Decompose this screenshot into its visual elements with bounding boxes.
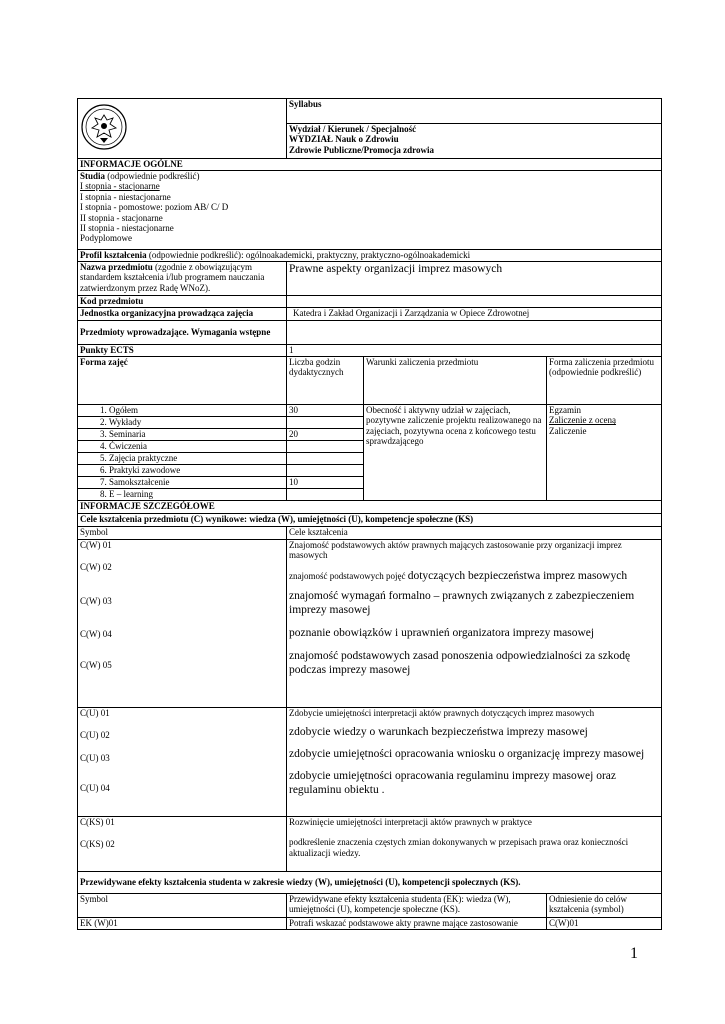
credit-forms: [547, 405, 662, 501]
unit-value: Katedra i Zakład Organizacji i Zarządzania w Opiece Zdrowotnej: [287, 308, 662, 321]
code-label: Kod przedmiotu: [78, 296, 287, 308]
unit-label: Jednostka organizacyjna prowadząca zajęcia: [78, 308, 287, 321]
study-option: I stopnia - pomostowe: poziom AB/ C/ D: [80, 202, 229, 213]
goal-text: zdobycie umiejętności opracowania wniosku o organizację imprezy masowej: [289, 748, 645, 761]
goal-text: poznanie obowiązków i uprawnień organizatora imprezy masowej: [289, 626, 595, 639]
ks-symbols: [78, 817, 287, 872]
form-row-hours: [287, 465, 364, 477]
conditions-header: Warunki zaliczenia przedmiotu: [364, 357, 547, 405]
general-heading: INFORMACJE OGÓLNE: [78, 159, 662, 171]
detailed-heading: INFORMACJE SZCZEGÓŁOWE: [78, 501, 662, 514]
goal-text: dotyczących bezpieczeństwa imprez masowych: [407, 569, 628, 582]
profile-values: : ogólnoakademicki, praktyczny, praktyczno-ogólnoakademicki: [241, 250, 471, 260]
study-option: Podyplomowe: [80, 233, 133, 244]
outcome-symbol: EK (W)01: [78, 918, 287, 930]
credit-form: Zaliczenie z oceną: [549, 415, 616, 426]
goal-symbol: C(U) 03: [80, 752, 110, 763]
goal-symbol: C(U) 01: [80, 708, 110, 718]
goal-text: Rozwinięcie umiejętności interpretacji aktów prawnych w praktyce: [289, 817, 532, 827]
form-row-label: 6. Praktyki zawodowe: [78, 465, 287, 477]
u-symbols: [78, 708, 287, 817]
goals-heading: Cele kształcenia przedmiotu (C) wynikowe: wiedza (W), umiejętności (U), kompetencje społeczne (KS): [78, 514, 662, 527]
subject-value: Prawne aspekty organizacji imprez masowych: [287, 262, 662, 296]
w-symbols: [78, 540, 287, 708]
u-goals: [287, 708, 662, 817]
credit-header: Forma zaliczenia przedmiotu (odpowiednie podkreślić): [547, 357, 662, 405]
logo-cell: [78, 99, 287, 159]
form-row-label: 2. Wykłady: [78, 417, 287, 429]
study-option: II stopnia - stacjonarne: [80, 212, 163, 223]
form-row-label: 3. Seminaria: [78, 429, 287, 441]
goal-text: zdobycie umiejętności opracowania regulaminu imprezy masowej oraz regulaminu obiektu .: [289, 770, 616, 797]
outcomes-desc-header: Przewidywane efekty kształcenia studenta (EK): wiedza (W), umiejętności (U), kompetencje społeczne (KS).: [287, 894, 547, 918]
goal-symbol: C(U) 04: [80, 783, 110, 794]
code-value: [287, 296, 662, 308]
form-row-label: 1. Ogółem: [78, 405, 287, 417]
prereq-label: Przedmioty wprowadzające. Wymagania wstępne: [78, 321, 287, 345]
form-row-hours: 30: [287, 405, 364, 417]
profile-cell: [78, 250, 662, 262]
goal-text: podkreślenie znaczenia częstych zmian dokonywanych w przepisach prawa oraz konieczności aktualizacji wiedzy.: [289, 837, 629, 858]
outcome-ref: C(W)01: [547, 918, 662, 930]
goal-symbol: C(W) 05: [80, 659, 112, 670]
page-number: 1: [630, 945, 638, 962]
study-option: I stopnia - stacjonarne: [80, 181, 160, 192]
w-goals: [287, 540, 662, 708]
header-title: Syllabus: [287, 99, 662, 124]
faculty-label: Wydział / Kierunek / Specjalność: [289, 124, 417, 134]
form-row-hours: 10: [287, 477, 364, 489]
outcome-desc: Potrafi wskazać podstawowe akty prawne mające zastosowanie: [287, 918, 547, 930]
goal-symbol: C(U) 02: [80, 730, 110, 741]
ects-label: Punkty ECTS: [78, 345, 287, 357]
goal-symbol: C(W) 02: [80, 562, 112, 573]
form-row-label: 5. Zajęcia praktyczne: [78, 453, 287, 465]
study-option: I stopnia - niestacjonarne: [80, 191, 171, 202]
credit-form: Egzamin: [549, 405, 581, 415]
goal-text: znajomość wymagań formalno – prawnych związanych z zabezpieczeniem imprezy masowej: [289, 589, 635, 616]
ects-value: 1: [287, 345, 662, 357]
form-row-hours: [287, 441, 364, 453]
syllabus-table: [77, 98, 662, 930]
faculty-name: WYDZIAŁ Nauk o Zdrowiu: [289, 134, 399, 145]
form-row-hours: [287, 417, 364, 429]
study-cell: [78, 171, 662, 250]
forms-label: Forma zajęć: [78, 357, 287, 405]
hours-header: Liczba godzin dydaktycznych: [287, 357, 364, 405]
goal-symbol: C(W) 03: [80, 595, 112, 606]
study-option: II stopnia - niestacjonarne: [80, 223, 174, 234]
goal-symbol: C(W) 04: [80, 629, 112, 640]
study-label: Studia: [80, 171, 106, 181]
outcomes-symbol-header: Symbol: [78, 894, 287, 918]
form-row-hours: [287, 489, 364, 501]
form-row-label: 7. Samokształcenie: [78, 477, 287, 489]
form-row-label: 4. Ćwiczenia: [78, 441, 287, 453]
goal-text: znajomość podstawowych pojęć: [289, 570, 408, 581]
conditions-value: Obecność i aktywny udział w zajęciach, pozytywne zaliczenie projektu realizowanego na zajęciach, pozytywna ocena z końcowego testu sprawdzającego: [364, 405, 547, 501]
goal-text: znajomość podstawowych zasad ponoszenia odpowiedzialności za szkodę podczas imprezy masowej: [289, 649, 631, 676]
prereq-value: [287, 321, 662, 345]
outcomes-heading: Przewidywane efekty kształcenia studenta w zakresie wiedzy (W), umiejętności (U), kompetencji społecznych (KS).: [78, 872, 662, 894]
university-seal-icon: [80, 102, 146, 152]
outcomes-ref-header: Odniesienie do celów kształcenia (symbol): [547, 894, 662, 918]
form-row-hours: 20: [287, 429, 364, 441]
profile-note: (odpowiednie podkreślić): [146, 250, 242, 260]
ks-goals: [287, 817, 662, 872]
credit-form: Zaliczenie: [549, 425, 587, 436]
form-row-label: 8. E – learning: [78, 489, 287, 501]
goal-symbol: C(KS) 02: [80, 839, 115, 850]
study-note: (odpowiednie podkreślić): [105, 171, 200, 181]
subject-label: Nazwa przedmiotu: [80, 262, 153, 272]
goal-text: Znajomość podstawowych aktów prawnych mających zastosowanie przy organizacji imprez masowych: [289, 540, 622, 561]
form-row-hours: [287, 453, 364, 465]
subject-note: (zgodnie z obowiązującym standardem kształcenia i/lub programem nauczania zatwierdzonym przez Radę WNoZ).: [80, 262, 265, 293]
symbol-header: Symbol: [78, 527, 287, 540]
header-faculty: [287, 124, 662, 159]
goals-header: Cele kształcenia: [287, 527, 662, 540]
subject-label-cell: [78, 262, 287, 296]
goal-symbol: C(W) 01: [80, 540, 112, 550]
goal-text: Zdobycie umiejętności interpretacji aktów prawnych dotyczących imprez masowych: [289, 708, 595, 718]
direction-name: Zdrowie Publiczne/Promocja zdrowia: [289, 144, 434, 155]
goal-text: zdobycie wiedzy o warunkach bezpieczeństwa imprezy masowej: [289, 726, 588, 739]
goal-symbol: C(KS) 01: [80, 817, 115, 827]
profile-label: Profil kształcenia: [80, 250, 147, 260]
